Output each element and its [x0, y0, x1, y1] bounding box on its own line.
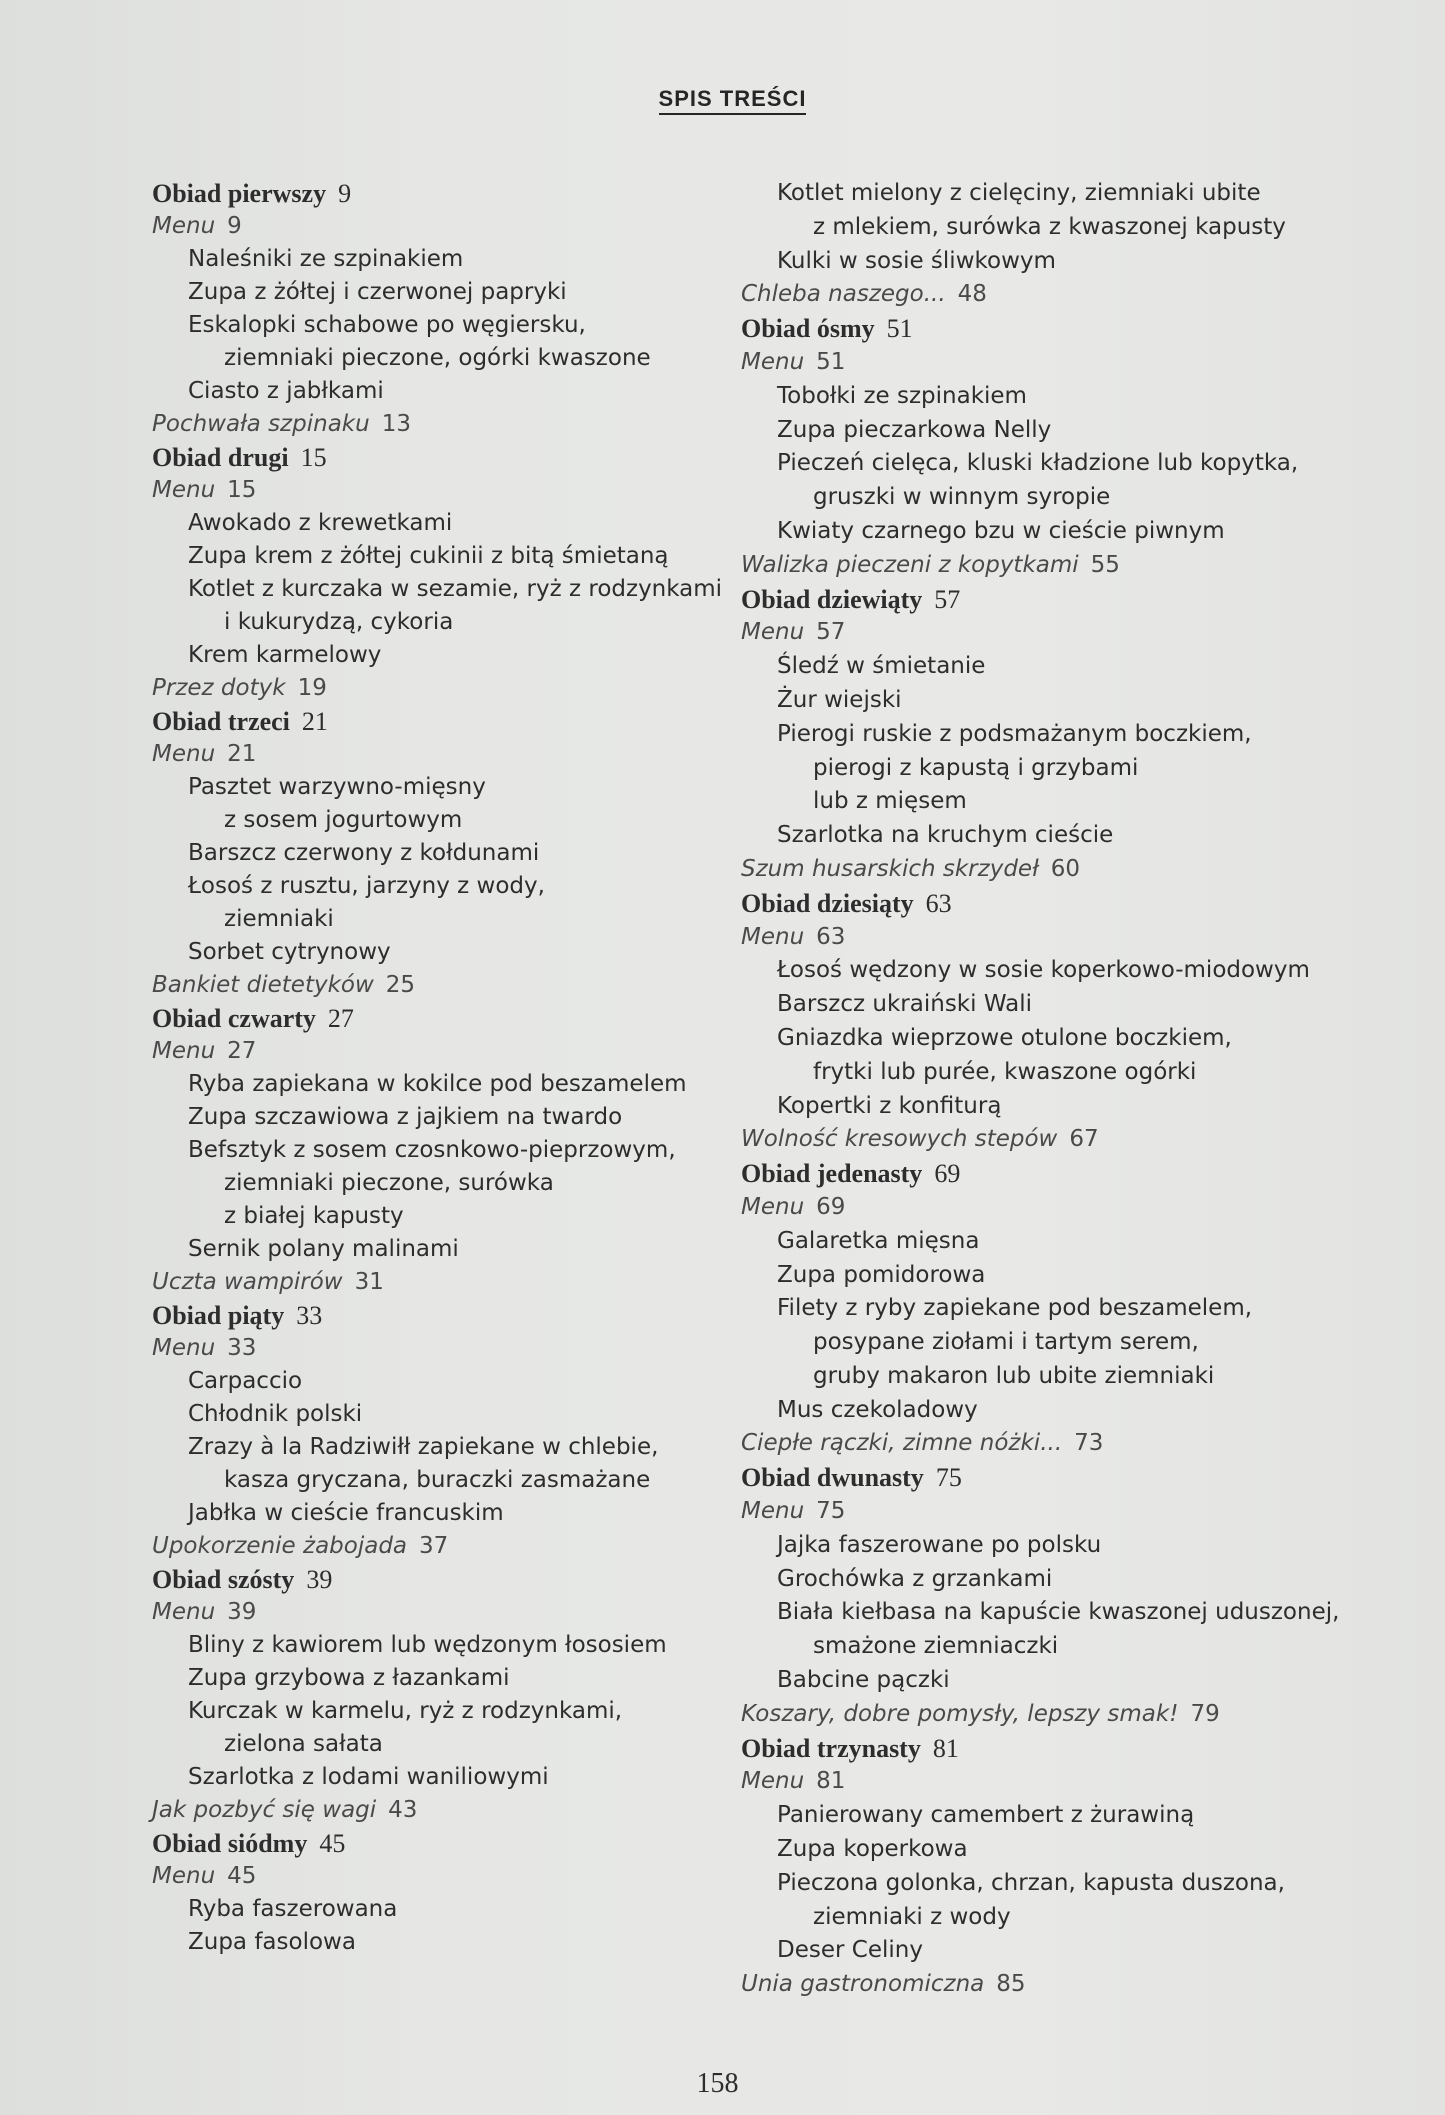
toc-entry-dish [152, 1431, 792, 1464]
toc-entry-text: z mlekiem, surówka z kwaszonej kapusty [813, 213, 1286, 240]
toc-entry-menu [152, 210, 792, 243]
toc-entry-essay [741, 1698, 1381, 1732]
toc-entry-text: i kukurydzą, cykoria [224, 609, 454, 635]
toc-entry-text: Chłodnik polski [188, 1401, 363, 1427]
toc-entry-text: Befsztyk z sosem czosnkowo-pieprzowym, [188, 1137, 676, 1163]
toc-entry-text: Szarlotka z lodami waniliowymi [188, 1764, 549, 1790]
toc-entry-cont [741, 211, 1381, 245]
toc-entry-essay [152, 1794, 792, 1827]
toc-entry-dish [152, 1695, 792, 1728]
toc-entry-dish [741, 988, 1381, 1022]
toc-entry-text: Obiad dziesiąty [741, 888, 914, 918]
toc-entry-text: Zupa grzybowa z łazankami [188, 1665, 510, 1691]
toc-entry-dish [152, 1101, 792, 1134]
toc-entry-text: ziemniaki pieczone, surówka [224, 1170, 554, 1196]
toc-entry-text: Deser Celiny [777, 1937, 923, 1964]
toc-entry-text: Pierogi ruskie z podsmażanym boczkiem, [777, 720, 1252, 747]
toc-entry-chapter [741, 1732, 1381, 1766]
toc-entry-text: Menu [152, 741, 216, 767]
toc-entry-dish [152, 936, 792, 969]
toc-entry-dish [152, 837, 792, 870]
toc-entry-text: Zupa fasolowa [188, 1929, 356, 1955]
toc-page-ref: 57 [816, 619, 846, 646]
toc-entry-text: Zrazy à la Radziwiłł zapiekane w chlebie, [188, 1434, 659, 1460]
toc-entry-text: Szarlotka na kruchym cieście [777, 822, 1114, 849]
toc-page-ref: 85 [996, 1971, 1026, 1998]
toc-page-ref: 63 [816, 923, 846, 950]
toc-entry-essay [741, 1968, 1381, 2002]
toc-page-ref: 21 [227, 741, 257, 767]
toc-entry-text: Upokorzenie żabojada [152, 1533, 408, 1559]
toc-entry-dish [741, 1833, 1381, 1867]
toc-entry-dish [741, 1799, 1381, 1833]
toc-entry-text: Galaretka mięsna [777, 1227, 980, 1254]
toc-entry-text: Ciepłe rączki, zimne nóżki... [741, 1430, 1063, 1457]
toc-page-ref: 21 [301, 707, 328, 736]
toc-entry-text: Obiad dwunasty [741, 1463, 924, 1493]
toc-entry-dish [741, 1292, 1381, 1326]
page-title [0, 86, 1445, 112]
toc-entry-essay [152, 969, 792, 1002]
toc-entry-dish [741, 954, 1381, 988]
toc-page-ref: 57 [934, 584, 961, 614]
toc-entry-dish [152, 1365, 792, 1398]
toc-entry-cont [741, 1901, 1381, 1935]
toc-entry-text: posypane ziołami i tartym serem, [813, 1329, 1199, 1356]
toc-entry-text: z sosem jogurtowym [224, 807, 463, 833]
toc-left-column [152, 177, 792, 1959]
toc-entry-text: Menu [152, 1863, 216, 1889]
toc-entry-chapter [741, 1157, 1381, 1191]
toc-entry-text: Jabłka w cieście francuskim [188, 1500, 504, 1526]
toc-entry-text: Walizka pieczeni z kopytkami [741, 551, 1079, 578]
toc-entry-menu [152, 1035, 792, 1068]
toc-entry-dish [741, 177, 1381, 211]
toc-entry-dish [152, 375, 792, 408]
toc-entry-text: lub z mięsem [813, 788, 967, 815]
toc-entry-menu [741, 346, 1381, 380]
toc-entry-dish [152, 1893, 792, 1926]
toc-entry-dish [152, 309, 792, 342]
toc-entry-text: kasza gryczana, buraczki zasmażane [224, 1467, 651, 1493]
toc-entry-dish [741, 1867, 1381, 1901]
toc-entry-dish [741, 1090, 1381, 1124]
toc-entry-dish [741, 1022, 1381, 1056]
toc-entry-text: Jak pozbyć się wagi [152, 1797, 377, 1823]
toc-entry-chapter [741, 1461, 1381, 1495]
toc-entry-text: Obiad trzynasty [741, 1733, 921, 1763]
toc-entry-text: Zupa pomidorowa [777, 1261, 986, 1288]
toc-entry-text: gruby makaron lub ubite ziemniaki [813, 1362, 1215, 1389]
toc-entry-cont [741, 481, 1381, 515]
toc-entry-chapter [152, 1299, 792, 1332]
toc-entry-dish [741, 515, 1381, 549]
toc-entry-text: Krem karmelowy [188, 642, 382, 668]
toc-entry-dish [741, 1394, 1381, 1428]
toc-entry-cont [741, 752, 1381, 786]
toc-entry-text: Łosoś wędzony w sosie koperkowo-miodowym [777, 957, 1310, 984]
toc-entry-text: Menu [741, 1498, 805, 1525]
toc-entry-dish [152, 1398, 792, 1431]
toc-entry-essay [152, 408, 792, 441]
toc-page-ref: 13 [381, 411, 411, 437]
toc-entry-cont [152, 1464, 792, 1497]
toc-page-ref: 63 [925, 888, 952, 918]
toc-page-ref: 33 [227, 1335, 257, 1361]
toc-entry-chapter [152, 441, 792, 474]
toc-page-ref: 37 [419, 1533, 449, 1559]
toc-entry-text: frytki lub purée, kwaszone ogórki [813, 1058, 1197, 1085]
toc-entry-dish [741, 1563, 1381, 1597]
toc-entry-text: ziemniaki [224, 906, 334, 932]
toc-entry-text: Obiad piąty [152, 1301, 285, 1330]
toc-entry-text: Uczta wampirów [152, 1269, 343, 1295]
toc-entry-dish [152, 573, 792, 606]
toc-page-ref: 25 [385, 972, 416, 998]
toc-entry-chapter [741, 583, 1381, 617]
toc-entry-essay [152, 672, 792, 705]
toc-entry-text: Bliny z kawiorem lub wędzonym łososiem [188, 1632, 667, 1658]
toc-entry-text: smażone ziemniaczki [813, 1633, 1059, 1660]
toc-entry-text: Obiad jedenasty [741, 1159, 923, 1189]
toc-entry-essay [741, 853, 1381, 887]
toc-page-ref: 15 [227, 477, 257, 503]
toc-entry-text: Koszary, dobre pomysły, lepszy smak! [741, 1700, 1179, 1727]
toc-page-ref: 27 [227, 1038, 257, 1064]
toc-entry-text: Barszcz czerwony z kołdunami [188, 840, 540, 866]
toc-entry-text: Zupa z żółtej i czerwonej papryki [188, 279, 567, 305]
toc-entry-dish [152, 1629, 792, 1662]
toc-entry-text: Łosoś z rusztu, jarzyny z wody, [188, 873, 545, 899]
toc-entry-dish [741, 1529, 1381, 1563]
toc-entry-text: Sernik polany malinami [188, 1236, 459, 1262]
toc-entry-menu [152, 1860, 792, 1893]
toc-entry-dish [152, 1761, 792, 1794]
toc-entry-cont [152, 804, 792, 837]
toc-entry-cont [152, 606, 792, 639]
toc-entry-text: Szum husarskich skrzydeł [741, 855, 1039, 882]
toc-entry-text: Wolność kresowych stepów [741, 1126, 1058, 1153]
toc-entry-menu [741, 1765, 1381, 1799]
toc-entry-essay [741, 549, 1381, 583]
page-number: 158 [696, 2068, 739, 2099]
toc-entry-essay [741, 278, 1381, 312]
toc-page-ref: 27 [327, 1004, 354, 1033]
toc-page-ref: 43 [388, 1797, 418, 1823]
toc-entry-menu [741, 1495, 1381, 1529]
toc-entry-chapter [152, 1827, 792, 1860]
toc-entry-text: Ryba zapiekana w kokilce pod beszamelem [188, 1071, 687, 1097]
toc-page-ref: 51 [886, 314, 913, 344]
toc-page-ref: 51 [816, 348, 846, 375]
toc-entry-text: Obiad ósmy [741, 314, 875, 344]
toc-entry-text: Obiad drugi [152, 443, 289, 472]
toc-entry-dish [741, 414, 1381, 448]
toc-page-ref: 9 [338, 179, 352, 208]
toc-entry-dish [152, 1134, 792, 1167]
toc-entry-text: Menu [152, 477, 216, 503]
toc-entry-dish [152, 1233, 792, 1266]
toc-entry-text: ziemniaki z wody [813, 1903, 1011, 1930]
toc-entry-text: Biała kiełbasa na kapuście kwaszonej uduszonej, [777, 1599, 1340, 1626]
toc-entry-text: z białej kapusty [224, 1203, 404, 1229]
toc-entry-text: Unia gastronomiczna [741, 1971, 985, 1998]
toc-entry-dish [152, 1068, 792, 1101]
toc-entry-dish [741, 245, 1381, 279]
toc-entry-menu [741, 921, 1381, 955]
toc-entry-dish [741, 684, 1381, 718]
toc-page-ref: 31 [354, 1269, 384, 1295]
toc-entry-text: Zupa szczawiowa z jajkiem na twardo [188, 1104, 623, 1130]
toc-entry-dish [152, 1926, 792, 1959]
toc-entry-cont [152, 342, 792, 375]
toc-page-ref: 45 [227, 1863, 257, 1889]
toc-page-ref: 75 [935, 1463, 962, 1493]
toc-entry-text: pierogi z kapustą i grzybami [813, 754, 1139, 781]
toc-page-ref: 79 [1190, 1700, 1220, 1727]
toc-right-column [741, 177, 1381, 2002]
toc-entry-text: Zupa koperkowa [777, 1836, 968, 1863]
toc-entry-cont [741, 1056, 1381, 1090]
toc-page-ref: 39 [306, 1565, 333, 1594]
toc-entry-text: Pieczeń cielęca, kluski kładzione lub kopytka, [777, 450, 1299, 477]
toc-entry-dish [152, 1497, 792, 1530]
toc-entry-text: Przez dotyk [152, 675, 286, 701]
toc-entry-text: Obiad pierwszy [152, 179, 327, 208]
toc-entry-cont [152, 903, 792, 936]
toc-entry-dish [741, 1225, 1381, 1259]
toc-entry-text: Zupa pieczarkowa Nelly [777, 416, 1052, 443]
toc-entry-text: Filety z ryby zapiekane pod beszamelem, [777, 1295, 1253, 1322]
toc-entry-text: Mus czekoladowy [777, 1396, 978, 1423]
toc-entry-text: Obiad czwarty [152, 1004, 316, 1033]
toc-entry-text: Sorbet cytrynowy [188, 939, 391, 965]
toc-entry-dish [152, 870, 792, 903]
toc-page-ref: 81 [816, 1768, 846, 1795]
toc-entry-text: Ryba faszerowana [188, 1896, 398, 1922]
toc-entry-menu [152, 474, 792, 507]
toc-entry-chapter [741, 312, 1381, 346]
toc-entry-dish [741, 1664, 1381, 1698]
toc-entry-text: Carpaccio [188, 1368, 303, 1394]
toc-entry-dish [741, 718, 1381, 752]
toc-entry-essay [152, 1266, 792, 1299]
toc-entry-cont [741, 1360, 1381, 1394]
toc-entry-dish [741, 650, 1381, 684]
toc-entry-dish [741, 380, 1381, 414]
toc-entry-text: Kotlet mielony z cielęciny, ziemniaki ubite [777, 180, 1261, 206]
toc-entry-dish [741, 1934, 1381, 1968]
toc-page-ref: 60 [1050, 855, 1080, 882]
toc-entry-menu [152, 1596, 792, 1629]
toc-page-ref: 33 [296, 1301, 323, 1330]
toc-entry-text: Menu [152, 1335, 216, 1361]
toc-entry-cont [152, 1200, 792, 1233]
toc-entry-menu [152, 1332, 792, 1365]
toc-entry-dish [152, 276, 792, 309]
toc-page-ref: 67 [1069, 1126, 1099, 1153]
toc-entry-text: Menu [152, 213, 216, 239]
toc-page-ref: 55 [1090, 551, 1120, 578]
toc-entry-text: Obiad siódmy [152, 1829, 308, 1858]
toc-entry-chapter [152, 705, 792, 738]
toc-entry-text: Jajka faszerowane po polsku [777, 1531, 1102, 1558]
toc-entry-text: Obiad dziewiąty [741, 584, 923, 614]
toc-entry-text: Bankiet dietetyków [152, 972, 374, 998]
toc-entry-dish [741, 447, 1381, 481]
toc-entry-text: Kotlet z kurczaka w sezamie, ryż z rodzynkami [188, 576, 723, 602]
toc-page-ref: 19 [297, 675, 327, 701]
toc-entry-text: Kopertki z konfiturą [777, 1092, 1002, 1119]
toc-page-ref: 45 [319, 1829, 346, 1858]
toc-entry-essay [741, 1427, 1381, 1461]
toc-entry-text: Zupa krem z żółtej cukinii z bitą śmietaną [188, 543, 669, 569]
toc-entry-text: Pochwała szpinaku [152, 411, 370, 437]
toc-entry-chapter [741, 887, 1381, 921]
toc-entry-cont [152, 1167, 792, 1200]
toc-page-ref: 81 [932, 1733, 959, 1763]
toc-entry-text: Pieczona golonka, chrzan, kapusta duszona, [777, 1869, 1285, 1896]
toc-page-ref: 9 [227, 213, 242, 239]
toc-entry-text: Ciasto z jabłkami [188, 378, 384, 404]
toc-entry-text: Naleśniki ze szpinakiem [188, 246, 464, 272]
toc-entry-dish [152, 1662, 792, 1695]
toc-entry-chapter [152, 1563, 792, 1596]
toc-entry-text: Panierowany camembert z żurawiną [777, 1802, 1195, 1829]
toc-entry-chapter [152, 1002, 792, 1035]
toc-entry-text: Kulki w sosie śliwkowym [777, 247, 1056, 274]
toc-entry-dish [741, 1596, 1381, 1630]
toc-entry-text: Menu [152, 1038, 216, 1064]
toc-entry-cont [741, 1326, 1381, 1360]
toc-entry-dish [741, 1259, 1381, 1293]
toc-page-ref: 48 [957, 281, 987, 308]
toc-entry-essay [152, 1530, 792, 1563]
toc-entry-text: Grochówka z grzankami [777, 1565, 1053, 1592]
toc-entry-text: Menu [152, 1599, 216, 1625]
toc-entry-menu [741, 1191, 1381, 1225]
toc-entry-dish [152, 639, 792, 672]
toc-entry-cont [741, 785, 1381, 819]
toc-entry-text: Menu [741, 923, 805, 950]
toc-entry-dish [741, 819, 1381, 853]
toc-entry-text: Kwiaty czarnego bzu w cieście piwnym [777, 517, 1225, 544]
toc-entry-chapter [152, 177, 792, 210]
toc-entry-dish [152, 540, 792, 573]
toc-page-ref: 15 [300, 443, 327, 472]
toc-entry-menu [741, 616, 1381, 650]
toc-entry-text: Menu [741, 619, 805, 646]
toc-page-ref: 69 [816, 1193, 846, 1220]
toc-entry-text: Gniazdka wieprzowe otulone boczkiem, [777, 1024, 1232, 1051]
toc-entry-text: Kurczak w karmelu, ryż z rodzynkami, [188, 1698, 623, 1724]
toc-entry-text: Barszcz ukraiński Wali [777, 991, 1032, 1018]
toc-entry-dish [152, 507, 792, 540]
toc-entry-essay [741, 1123, 1381, 1157]
toc-page-ref: 69 [934, 1159, 961, 1189]
toc-entry-text: Menu [741, 1193, 805, 1220]
toc-entry-text: Śledź w śmietanie [777, 653, 986, 680]
toc-entry-cont [741, 1630, 1381, 1664]
toc-entry-text: Eskalopki schabowe po węgiersku, [188, 312, 586, 338]
toc-entry-text: gruszki w winnym syropie [813, 484, 1111, 511]
toc-entry-text: ziemniaki pieczone, ogórki kwaszone [224, 345, 651, 371]
toc-page-ref: 73 [1074, 1430, 1104, 1457]
toc-entry-text: Obiad trzeci [152, 707, 290, 736]
toc-entry-text: Żur wiejski [777, 686, 902, 713]
toc-page-ref: 75 [816, 1498, 846, 1525]
toc-entry-text: Babcine pączki [777, 1667, 950, 1694]
toc-entry-dish [152, 243, 792, 276]
toc-entry-text: Menu [741, 348, 805, 375]
toc-entry-menu [152, 738, 792, 771]
toc-entry-text: Tobołki ze szpinakiem [777, 382, 1027, 409]
toc-entry-text: Awokado z krewetkami [188, 510, 453, 536]
title-text: SPIS TREŚCI [659, 86, 807, 115]
toc-entry-text: Pasztet warzywno-mięsny [188, 774, 486, 800]
toc-entry-text: Obiad szósty [152, 1565, 295, 1594]
toc-page-ref: 39 [227, 1599, 257, 1625]
toc-entry-text: Menu [741, 1768, 805, 1795]
toc-entry-dish [152, 771, 792, 804]
toc-entry-cont [152, 1728, 792, 1761]
toc-entry-text: Chleba naszego... [741, 281, 946, 308]
toc-entry-text: zielona sałata [224, 1731, 383, 1757]
